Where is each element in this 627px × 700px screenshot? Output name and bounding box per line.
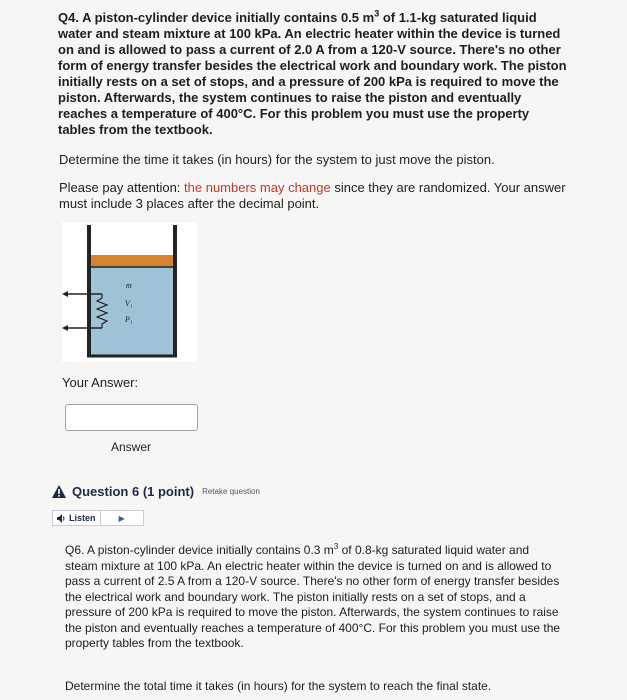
answer-button[interactable]: Answer — [111, 440, 152, 454]
q4-determine: Determine the time it takes (in hours) for the system to just move the piston. — [59, 152, 495, 167]
your-answer-label: Your Answer: — [62, 375, 139, 390]
attention-text-b: since they are randomized. Your answer must include 3 places after the decimal point. — [59, 180, 566, 211]
attention-text-a: Please pay attention: — [59, 180, 185, 195]
piston-cylinder-diagram — [62, 222, 197, 362]
label-v1: V₁ — [125, 299, 133, 308]
q6-determine: Determine the total time it takes (in hours) for the system to reach the final state. — [65, 679, 492, 693]
warning-icon — [52, 485, 66, 498]
q4-superscript: 3 — [374, 8, 380, 19]
q4-text-a: Q4. A piston-cylinder device initially contains 0.5 m — [58, 10, 375, 25]
q6-superscript: 3 — [333, 542, 339, 551]
q4-text-b: of 1.1-kg saturated liquid water and steam mixture at 100 kPa. An electric heater within the device is turned on and is allowed to pass a current of 2.0 A from a 120-V source. There's no other form of energy transfer besides the electrical work and boundary work. The piston initially rests on a set of stops, and a pressure of 200 kPa is required to move the piston. Afterwards, the system continues to raise the piston and eventually reaches a temperature of 400°C. For this problem you must use the property tables from the textbook. — [58, 10, 567, 137]
listen-button[interactable] — [53, 511, 101, 525]
play-icon[interactable]: ▶ — [118, 513, 125, 523]
question-6-header — [52, 484, 260, 499]
question-6-text — [65, 543, 565, 652]
retake-question-link[interactable]: Retake question — [202, 487, 260, 496]
answer-input[interactable] — [65, 404, 198, 431]
label-m: m — [126, 281, 132, 290]
q6-title-text: Question 6 — [72, 484, 140, 499]
label-p1: P₁ — [125, 315, 133, 324]
piston — [90, 255, 174, 266]
listen-control[interactable] — [52, 510, 144, 526]
piston-stops — [90, 266, 174, 268]
question-4-text — [58, 10, 568, 138]
attention-red-text: the numbers may change — [184, 180, 331, 195]
q6-text-b: of 0.8-kg saturated liquid water and steam mixture at 100 kPa. An electric heater within the device is turned on and is allowed to pass a current of 2.5 A from a 120-V source. There's no other form of energy transfer besides the electrical work and boundary work. The piston initially rests on a set of stops, and a pressure of 200 kPa is required to move the piston. Afterwards, the system continues to raise the piston and eventually reaches a temperature of 400°C. For this problem you must use the property tables from the textbook. — [65, 543, 561, 650]
listen-label: Listen — [69, 513, 96, 523]
q6-points: (1 point) — [142, 484, 195, 499]
question-6-title — [72, 484, 194, 499]
q6-text-a: Q6. A piston-cylinder device initially contains 0.3 m — [65, 543, 334, 557]
speaker-icon — [57, 514, 66, 523]
attention-note — [59, 180, 569, 212]
